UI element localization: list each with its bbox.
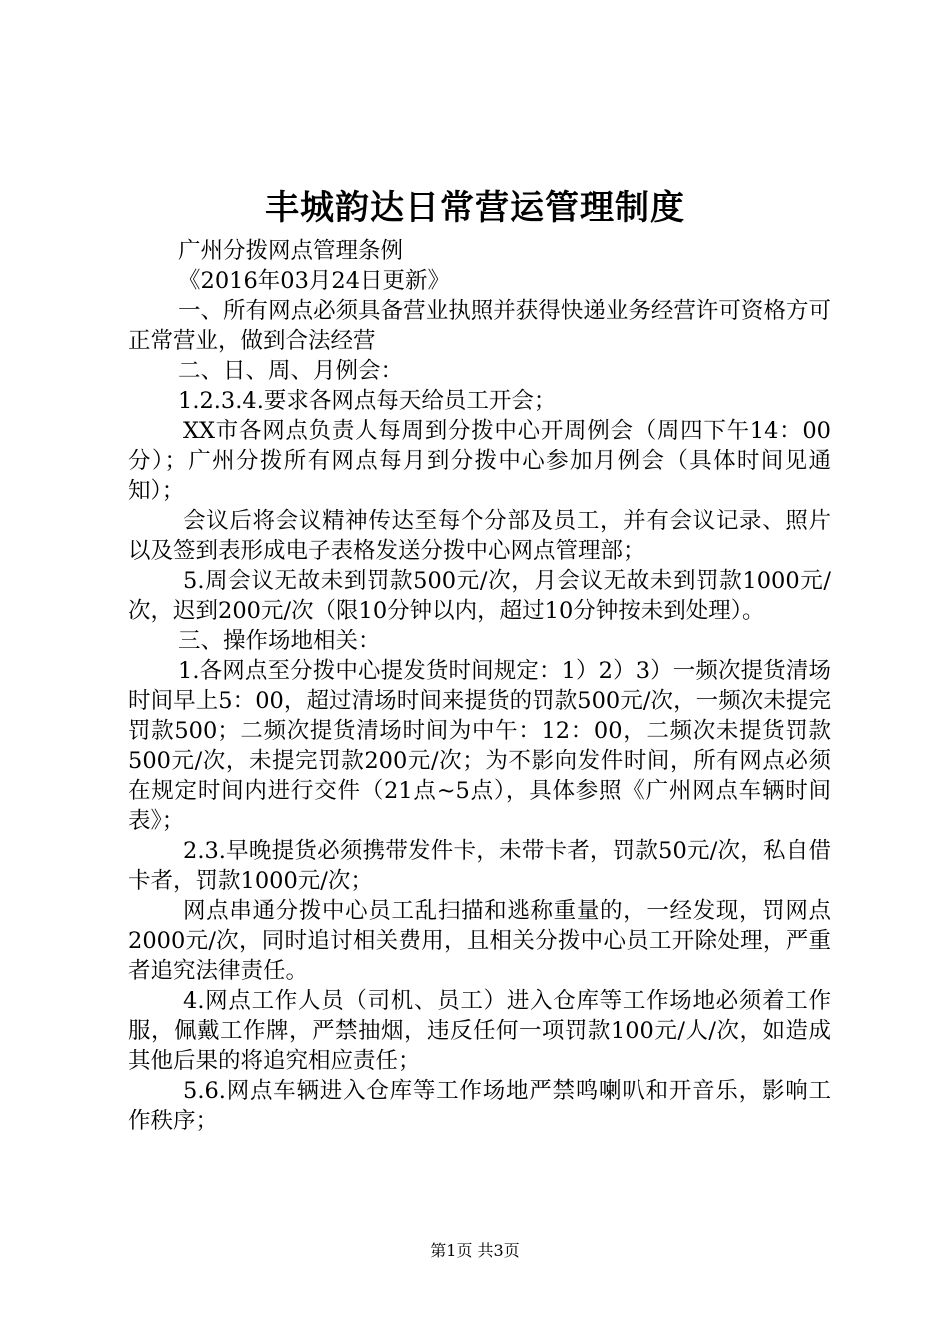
- paragraph-section-1: 一、所有网点必须具备营业执照并获得快递业务经营许可资格方可正常营业，做到合法经营: [128, 298, 831, 354]
- paragraph-subtitle: 广州分拨网点管理条例: [178, 238, 404, 264]
- paragraph-section-3-heading: 三、操作场地相关：: [178, 628, 381, 654]
- document-title: 丰城韵达日常营运管理制度: [265, 188, 685, 228]
- paragraph-item: 1.各网点至分拨中心提发货时间规定：1）2）3）一频次提货清场时间早上5：00，超过清场时间来提货的罚款500元/次，一频次未提完罚款500；二频次提货清场时间为中午：12：00，二频次未提货罚款500元/次，未提完罚款200元/次；为不影向发件时间，所有网点必须在规定时间内进行交件（21点~5点），具体参照《广州网点车辆时间表》；: [128, 658, 831, 834]
- paragraph-item: 2.3.早晚提货必须携带发件卡，未带卡者，罚款50元/次，私自借卡者，罚款1000元/次；: [128, 838, 831, 894]
- paragraph-item: XX市各网点负责人每周到分拨中心开周例会（周四下午14：00分）；广州分拨所有网点每月到分拨中心参加月例会（具体时间见通知）；: [128, 418, 831, 504]
- paragraph-item: 4.网点工作人员（司机、员工）进入仓库等工作场地必须着工作服，佩戴工作牌，严禁抽烟，违反任何一项罚款100元/人/次，如造成其他后果的将追究相应责任；: [128, 988, 831, 1074]
- paragraph-item: 5.周会议无故未到罚款500元/次，月会议无故未到罚款1000元/次，迟到200元/次（限10分钟以内，超过10分钟按未到处理）。: [128, 568, 831, 624]
- page-footer: 第1页 共3页: [430, 1241, 520, 1260]
- document-body: [128, 236, 831, 1136]
- paragraph-item: 会议后将会议精神传达至每个分部及员工，并有会议记录、照片以及签到表形成电子表格发送分拨中心网点管理部；: [128, 508, 831, 564]
- paragraph-section-2-heading: 二、日、周、月例会：: [178, 358, 404, 384]
- paragraph-item: 1.2.3.4.要求各网点每天给员工开会；: [178, 388, 557, 414]
- paragraph-update-date: 《2016年03月24日更新》: [178, 268, 451, 294]
- paragraph-item: 5.6.网点车辆进入仓库等工作场地严禁鸣喇叭和开音乐，影响工作秩序；: [128, 1078, 831, 1134]
- paragraph-item: 网点串通分拨中心员工乱扫描和逃称重量的，一经发现，罚网点2000元/次，同时追讨相关费用，且相关分拨中心员工开除处理，严重者追究法律责任。: [128, 898, 831, 984]
